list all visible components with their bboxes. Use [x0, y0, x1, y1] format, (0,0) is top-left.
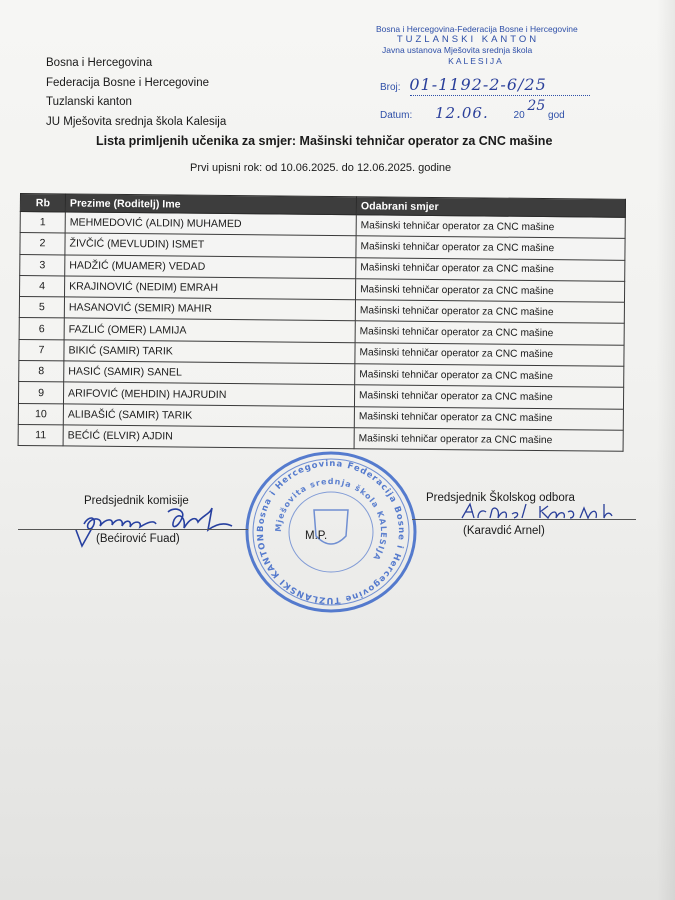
cell-name: ŽIVČIĆ (MEVLUDIN) ISMET: [65, 233, 356, 257]
broj-dotted-line: [410, 95, 590, 96]
students-table: [18, 193, 626, 452]
seal-inner-text: Mješovita srednja škola KALESIJA: [273, 476, 389, 563]
document-title: Lista primljenih učenika za smjer: Mašinski tehničar operator za CNC mašine: [96, 134, 553, 148]
school-board-chair-signature: [456, 500, 616, 524]
cell-name: HADŽIĆ (MUAMER) VEDAD: [65, 255, 356, 279]
cell-rb: 6: [19, 318, 64, 340]
cell-rb: 7: [19, 339, 64, 361]
datum-label: Datum:: [380, 110, 413, 121]
reference-number: [380, 75, 547, 94]
cell-rb: 10: [18, 403, 63, 425]
column-header-rb: Rb: [20, 194, 65, 212]
registry-stamp: [376, 24, 576, 66]
cell-smjer: Mašinski tehničar operator za CNC mašine: [356, 257, 625, 281]
stamp-line-3: Javna ustanova Mješovita srednja škola: [382, 45, 533, 55]
cell-smjer: Mašinski tehničar operator za CNC mašine: [356, 215, 625, 239]
school-board-chair-title: Predsjednik Školskog odbora: [426, 492, 575, 504]
cell-smjer: Mašinski tehničar operator za CNC mašine: [356, 236, 625, 260]
cell-rb: 11: [18, 424, 63, 446]
school-board-chair-line: [412, 519, 636, 520]
institution-header: [46, 54, 226, 132]
cell-rb: 2: [20, 233, 65, 255]
stamp-line-2: TUZLANSKI KANTON: [396, 33, 540, 45]
cell-smjer: Mašinski tehničar operator za CNC mašine: [355, 321, 624, 345]
cell-name: MEHMEDOVIĆ (ALDIN) MUHAMED: [65, 212, 356, 236]
year-suffix: god: [548, 110, 565, 121]
seal-mp-label: M.P.: [305, 530, 328, 542]
enrollment-period: Prvi upisni rok: od 10.06.2025. do 12.06.2025. godine: [190, 162, 452, 174]
cell-name: KRAJINOVIĆ (NEDIM) EMRAH: [65, 276, 356, 300]
column-header-name: Prezime (Roditelj) Ime: [65, 194, 356, 215]
header-line-school: JU Mješovita srednja škola Kalesija: [46, 115, 227, 128]
seal-outer-text: Bosna i Hercegovina Federacija Bosne i Hercegovine TUZLANSKI KANTON: [255, 458, 407, 606]
cell-smjer: Mašinski tehničar operator za CNC mašine: [354, 385, 623, 409]
cell-name: HASIĆ (SAMIR) SANEL: [64, 361, 355, 385]
official-round-seal: [244, 450, 418, 614]
cell-smjer: Mašinski tehničar operator za CNC mašine: [355, 343, 624, 367]
page-shadow: [657, 0, 675, 900]
cell-smjer: Mašinski tehničar operator za CNC mašine: [355, 279, 624, 303]
commission-chair-title: Predsjednik komisije: [84, 495, 189, 507]
header-line-canton: Tuzlanski kanton: [46, 96, 132, 108]
stamp-line-4: KALESIJA: [448, 55, 504, 66]
header-line-federation: Federacija Bosne i Hercegovine: [46, 76, 210, 89]
cell-name: HASANOVIĆ (SEMIR) MAHIR: [64, 297, 355, 321]
school-board-chair-name: (Karavdić Arnel): [463, 525, 545, 537]
broj-value: 01-1192-2-6/25: [409, 75, 547, 94]
cell-rb: 9: [18, 382, 63, 404]
column-header-smjer: Odabrani smjer: [356, 197, 625, 218]
commission-chair-name: (Bećirović Fuad): [96, 533, 180, 545]
cell-smjer: Mašinski tehničar operator za CNC mašine: [355, 300, 624, 324]
cell-smjer: Mašinski tehničar operator za CNC mašine: [354, 428, 623, 452]
year-prefix: 20: [513, 110, 525, 121]
cell-name: FAZLIĆ (OMER) LAMIJA: [64, 318, 355, 342]
cell-name: ALIBAŠIĆ (SAMIR) TARIK: [63, 404, 354, 428]
year-value: 25: [527, 98, 546, 114]
broj-label: Broj:: [380, 82, 401, 93]
cell-smjer: Mašinski tehničar operator za CNC mašine: [355, 364, 624, 388]
cell-rb: 8: [19, 361, 64, 383]
cell-rb: 1: [20, 212, 65, 234]
cell-name: BEĆIĆ (ELVIR) AJDIN: [63, 425, 354, 449]
stamp-date: [380, 98, 565, 122]
header-line-country: Bosna i Hercegovina: [46, 57, 153, 69]
cell-name: BIKIĆ (SAMIR) TARIK: [64, 340, 355, 364]
datum-value: 12.06.: [435, 104, 489, 122]
cell-rb: 4: [20, 275, 65, 297]
cell-name: ARIFOVIĆ (MEHDIN) HAJRUDIN: [63, 382, 354, 406]
cell-rb: 5: [19, 297, 64, 319]
commission-chair-line: [18, 529, 248, 530]
cell-rb: 3: [20, 254, 65, 276]
stamp-line-1: Bosna i Hercegovina-Federacija Bosne i Hercegovine: [376, 24, 578, 34]
cell-smjer: Mašinski tehničar operator za CNC mašine: [354, 406, 623, 430]
